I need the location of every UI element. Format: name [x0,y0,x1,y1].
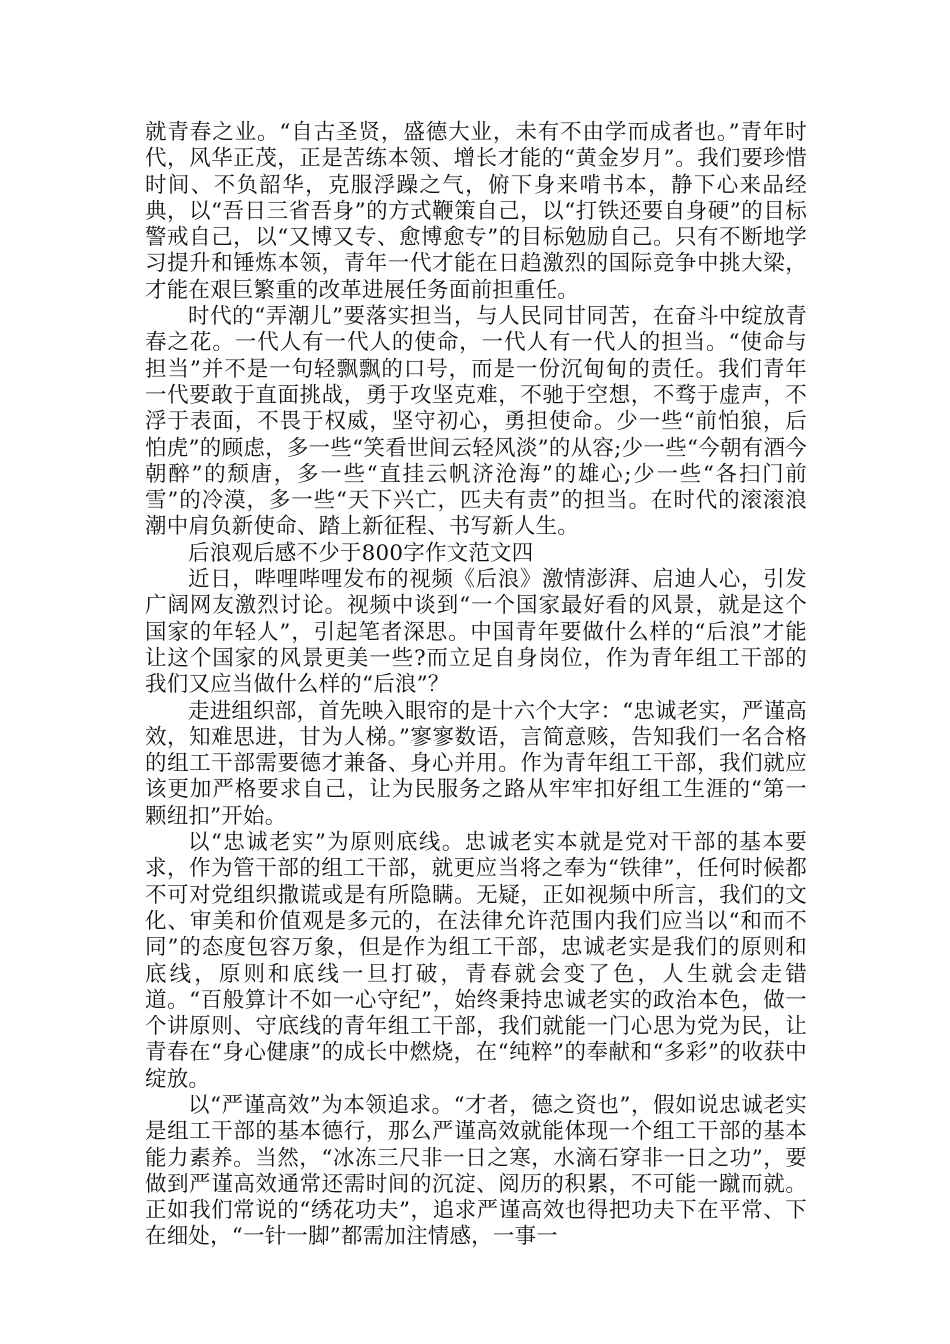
paragraph-continuation: 就青春之业。“自古圣贤，盛德大业，未有不由学而成者也。”青年时代，风华正茂，正是苦练本领、增长才能的“黄金岁月”。我们要珍惜时间、不负韶华，克服浮躁之气，俯下身来啃书本，静下心来品经典，以“吾日三省吾身”的方式鞭策自己，以“打铁还要自身硬”的目标警戒自己，以“又博又专、愈博愈专”的目标勉励自己。只有不断地学习提升和锤炼本领，青年一代才能在日趋激烈的国际竞争中挑大梁，才能在艰巨繁重的改革进展任务面前担重任。 [145,120,807,303]
section-heading: 后浪观后感不少于800字作文范文四 [188,540,534,566]
paragraph-rigor: 以“严谨高效”为本领追求。“才者，德之资也”，假如说忠诚老实是组工干部的基本德行，那么严谨高效就能体现一个组工干部的基本能力素养。当然，“冰冻三尺非一日之寒，水滴石穿非一日之功”，要做到严谨高效通常还需时间的沉淀、阅历的积累，不可能一蹴而就。正如我们常说的“绣花功夫”，追求严谨高效也得把功夫下在平常、下在细处，“一针一脚”都需加注情感，一事一 [145,1092,807,1250]
paragraph-responsibility: 时代的“弄潮儿”要落实担当，与人民同甘同苦，在奋斗中绽放青春之花。一代人有一代人的使命，一代人有一代人的担当。“使命与担当”并不是一句轻飘飘的口号，而是一份沉甸甸的责任。我们青年一代要敢于直面挑战，勇于攻坚克难，不驰于空想，不骛于虚声，不浮于表面，不畏于权威，坚守初心，勇担使命。少一些“前怕狼，后怕虎”的顾虑，多一些“笑看世间云轻风淡”的从容;少一些“今朝有酒今朝醉”的颓唐，多一些“直挂云帆济沧海”的雄心;少一些“各扫门前雪”的冷漠，多一些“天下兴亡，匹夫有责”的担当。在时代的滚滚浪潮中肩负新使命、踏上新征程、书写新人生。 [145,304,807,540]
paragraph-intro: 近日，哔哩哔哩发布的视频《后浪》激情澎湃、启迪人心，引发广阔网友激烈讨论。视频中谈到“一个国家最好看的风景，就是这个国家的年轻人”，引起笔者深思。中国青年要做什么样的“后浪”才能让这个国家的风景更美一些?而立足自身岗位，作为青年组工干部的我们又应当做什么样的“后浪”？ [145,567,807,698]
document-page [145,120,807,1251]
paragraph-loyalty: 以“忠诚老实”为原则底线。忠诚老实本就是党对干部的基本要求，作为管干部的组工干部，就更应当将之奉为“铁律”，任何时候都不可对党组织撒谎或是有所隐瞒。无疑，正如视频中所言，我们的文化、审美和价值观是多元的，在法律允许范围内我们应当以“和而不同”的态度包容万象，但是作为组工干部，忠诚老实是我们的原则和底线，原则和底线一旦打破，青春就会变了色，人生就会走错道。“百般算计不如一心守纪”，始终秉持忠诚老实的政治本色，做一个讲原则、守底线的青年组工干部，我们就能一门心思为党为民，让青春在“身心健康”的成长中燃烧，在“纯粹”的奉献和“多彩”的收获中绽放。 [145,830,807,1092]
paragraph-organization: 走进组织部，首先映入眼帘的是十六个大字：“忠诚老实，严谨高效，知难思进，甘为人梯。”寥寥数语，言简意赅，告知我们一名合格的组工干部需要德才兼备、身心并用。作为青年组工干部，我们就应该更加严格要求自己，让为民服务之路从牢牢扣好组工生涯的“第一颗纽扣”开始。 [145,698,807,829]
